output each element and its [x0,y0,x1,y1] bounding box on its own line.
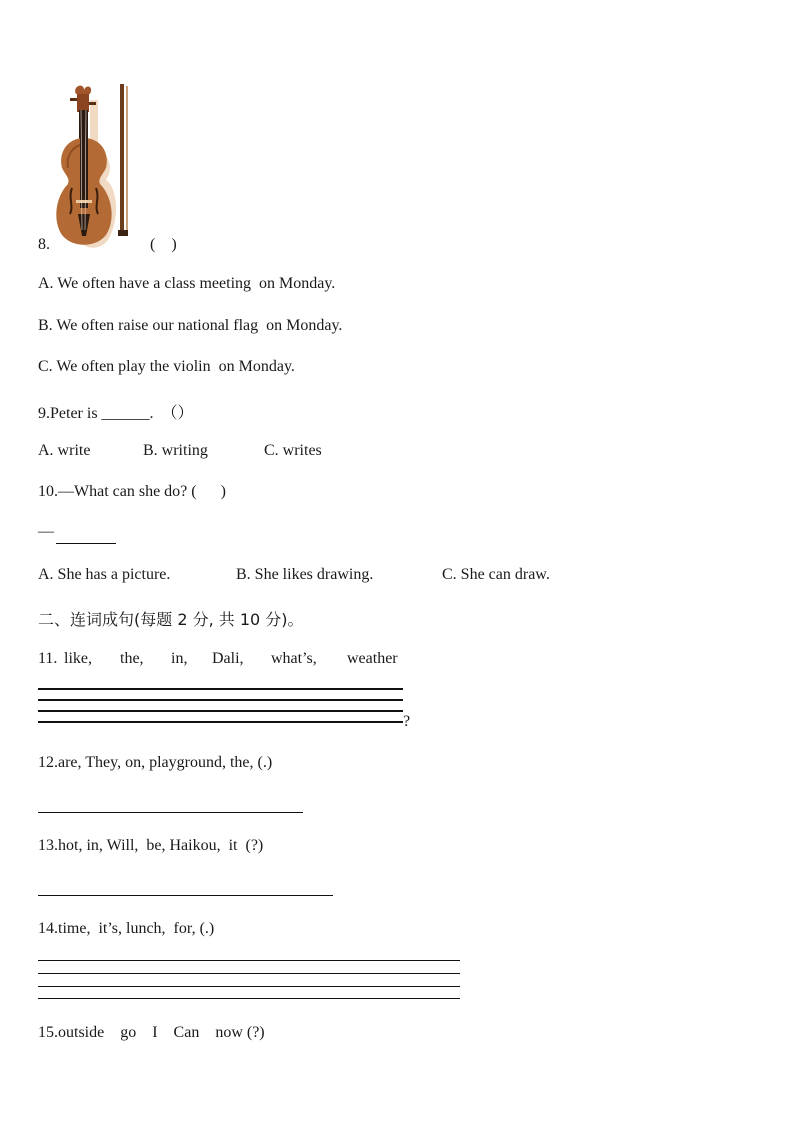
answer-line [38,699,403,701]
violin-icon [50,80,142,252]
q8-number: 8. [38,236,50,253]
answer-line [38,812,303,813]
section-2-heading: 二、连词成句(每题 2 分, 共 10 分)。 [38,610,304,629]
q10-option-c: C. She can draw. [442,566,550,583]
answer-line [38,710,403,712]
q9-option-a: A. write [38,442,91,459]
q11-word: what’s, [271,650,317,667]
q11-word: in, [171,650,188,667]
q11-end-mark: ? [403,713,411,730]
q12-stem: 12.are, They, on, playground, the, (.) [38,754,273,771]
answer-line [38,998,460,999]
q15-stem: 15.outside go I Can now (?) [38,1024,265,1041]
q9-option-c: C. writes [264,442,322,459]
q10-option-a: A. She has a picture. [38,566,171,583]
answer-line [38,721,403,723]
q14-stem: 14.time, it’s, lunch, for, (.) [38,920,215,937]
q8-option-b: B. We often raise our national flag on Monday. [38,317,343,334]
q8-option-c: C. We often play the violin on Monday. [38,358,295,375]
answer-line [38,960,460,961]
q10-answer-line [56,543,116,544]
q8-answer-paren: ( ) [150,236,177,253]
answer-line [38,973,460,974]
q9-option-b: B. writing [143,442,208,459]
answer-line [38,688,403,690]
answer-line [38,986,460,987]
q10-answer-dash: — [38,523,54,540]
q11-word: weather [347,650,398,667]
q9-stem: 9.Peter is ______. （） [38,405,194,422]
answer-line [38,895,333,896]
q8-option-a: A. We often have a class meeting on Monday. [38,275,336,292]
q13-stem: 13.hot, in, Will, be, Haikou, it (?) [38,837,264,854]
q11-number: 11. [38,650,58,667]
q10-option-b: B. She likes drawing. [236,566,374,583]
q11-word: like, [64,650,92,667]
q10-stem: 10.—What can she do? ( ) [38,483,226,500]
q11-word: Dali, [212,650,244,667]
q11-word: the, [120,650,144,667]
